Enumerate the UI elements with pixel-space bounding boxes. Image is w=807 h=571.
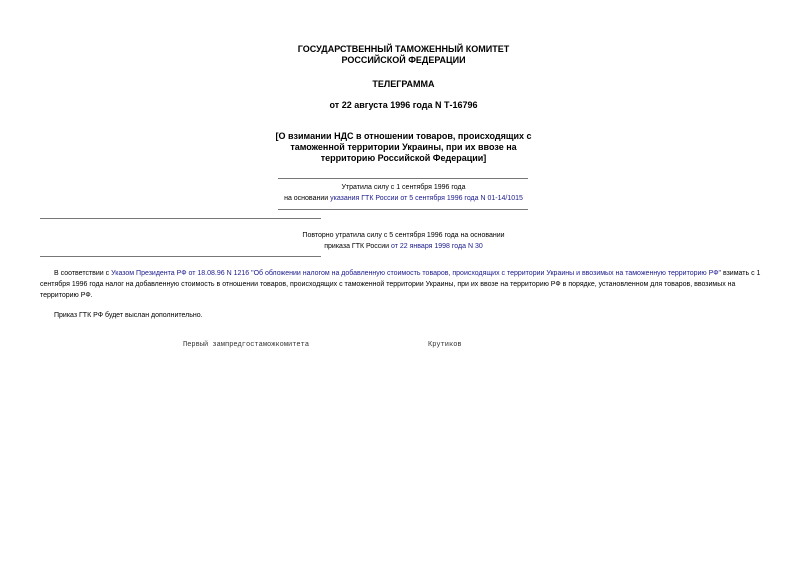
document-date: от 22 августа 1996 года N Т-16796 xyxy=(329,100,478,110)
body-paragraph-2 xyxy=(40,310,770,321)
subject-line-3: территорию Российской Федерации] xyxy=(320,153,487,163)
lost-force-note-1-prefix: на основании xyxy=(284,195,331,202)
lost-force-note-2 xyxy=(0,230,807,252)
issuing-authority xyxy=(0,44,807,66)
document-subject xyxy=(0,131,807,164)
divider-line xyxy=(40,256,321,257)
para1-prefix: В соответствии с xyxy=(54,270,112,277)
lost-force-note-1-line-2 xyxy=(0,193,807,204)
org-line-2: РОССИЙСКОЙ ФЕДЕРАЦИИ xyxy=(341,55,466,65)
signature-position: Первый зампредгостаможкомитета xyxy=(183,341,310,349)
lost-force-note-2-line-1: Повторно утратила силу с 5 сентября 1996 года на основании xyxy=(302,232,505,239)
subject-line-1: [О взимании НДС в отношении товаров, происходящих с xyxy=(275,131,532,141)
lost-force-note-1-line-1: Утратила силу с 1 сентября 1996 года xyxy=(341,184,466,191)
presidential-decree-link[interactable]: Указом Президента РФ от 18.08.96 N 1216 "Об обложении налогом на добавленную стоимость товаров, происходящих с территории Украины и ввозимых на таможенную территорию РФ" xyxy=(111,270,722,277)
lost-force-note-1 xyxy=(0,182,807,204)
para1-suffix: взимать с 1 сентября 1996 года налог на добавленную стоимость в отношении товаров, происходящих с таможенной территории Украины, при их ввозе на территорию РФ в порядке, установленном для товаров, ввозимых на территорию РФ. xyxy=(40,270,761,299)
lost-force-1-link[interactable]: указания ГТК России от 5 сентября 1996 года N 01-14/1015 xyxy=(330,195,523,202)
para2-text: Приказ ГТК РФ будет выслан дополнительно. xyxy=(54,312,203,319)
subject-line-2: таможенной территории Украины, при их ввозе на xyxy=(290,142,517,152)
org-line-1: ГОСУДАРСТВЕННЫЙ ТАМОЖЕННЫЙ КОМИТЕТ xyxy=(297,44,510,54)
body-paragraph-1 xyxy=(40,268,770,301)
document-type: ТЕЛЕГРАММА xyxy=(372,79,435,89)
signature-name: Крутиков xyxy=(428,341,462,349)
divider-line xyxy=(278,209,528,210)
lost-force-2-link[interactable]: от 22 января 1998 года N 30 xyxy=(391,243,483,250)
lost-force-note-2-line-2 xyxy=(0,241,807,252)
lost-force-note-2-prefix: приказа ГТК России xyxy=(324,243,392,250)
divider-line xyxy=(40,218,321,219)
divider-line xyxy=(278,178,528,179)
